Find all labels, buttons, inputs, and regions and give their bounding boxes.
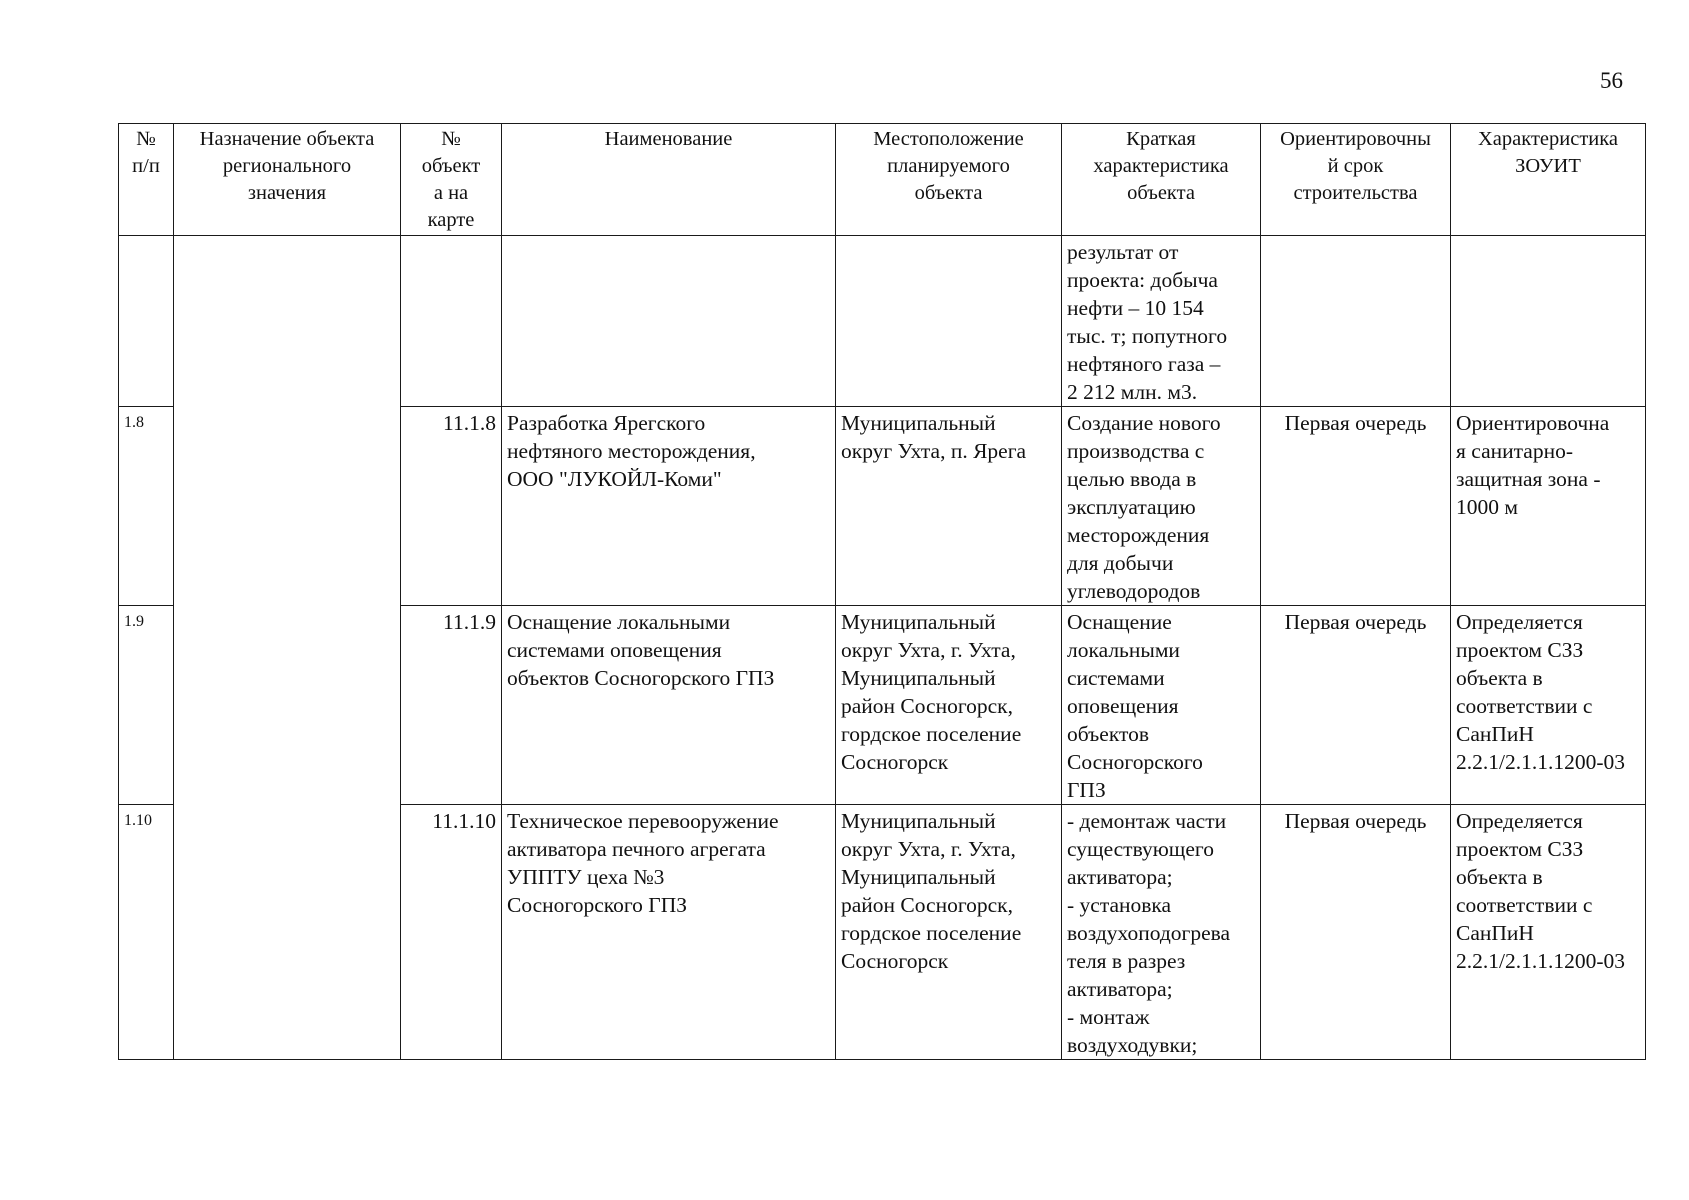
text-line: характеристика bbox=[1093, 155, 1229, 177]
object-name bbox=[502, 805, 836, 1060]
text-line: Определяется bbox=[1456, 809, 1583, 833]
object-location bbox=[836, 606, 1062, 805]
header-cell bbox=[836, 124, 1062, 236]
text-line: воздухоподогрева bbox=[1067, 921, 1231, 945]
map-id: 11.1.9 bbox=[401, 606, 502, 805]
text-line: для добычи bbox=[1067, 551, 1174, 575]
text-line: проектом СЗЗ bbox=[1456, 638, 1584, 662]
text-line: - демонтаж части bbox=[1067, 809, 1227, 833]
text-line: теля в разрез bbox=[1067, 949, 1186, 973]
text-line: Оснащение локальными bbox=[507, 610, 731, 634]
header-cell bbox=[1261, 124, 1451, 236]
text-line: нефтяного газа – bbox=[1067, 352, 1221, 376]
construction-term: Первая очередь bbox=[1261, 805, 1451, 1060]
text-line: й срок bbox=[1327, 155, 1384, 177]
text-line: строительства bbox=[1293, 182, 1418, 204]
text-line: эксплуатацию bbox=[1067, 495, 1196, 519]
header-cell bbox=[1062, 124, 1261, 236]
text-line: тыс. т; попутного bbox=[1067, 324, 1228, 348]
text-line: Муниципальный bbox=[841, 865, 996, 889]
text-line: Сосногорск bbox=[841, 750, 949, 774]
header-cell bbox=[174, 124, 401, 236]
text-line: активатора; bbox=[1067, 865, 1173, 889]
text-line: 1000 м bbox=[1456, 495, 1518, 519]
text-line: воздуходувки; bbox=[1067, 1033, 1198, 1057]
text-line: карте bbox=[427, 209, 475, 231]
text-line: ООО "ЛУКОЙЛ-Коми" bbox=[507, 467, 722, 491]
header-cell bbox=[1451, 124, 1646, 236]
object-name bbox=[502, 407, 836, 606]
text-line: проекта: добыча bbox=[1067, 268, 1218, 292]
table-row-continuation bbox=[119, 236, 1646, 407]
text-line: регионального bbox=[222, 155, 352, 177]
text-line: Сосногорского bbox=[1067, 750, 1203, 774]
table-cell bbox=[401, 236, 502, 407]
text-line: Характеристика bbox=[1478, 128, 1618, 150]
table-header-row bbox=[119, 124, 1646, 236]
text-line: Назначение объекта bbox=[199, 128, 375, 150]
text-line: СанПиН bbox=[1456, 921, 1534, 945]
map-id: 11.1.10 bbox=[401, 805, 502, 1060]
text-line: а на bbox=[433, 182, 469, 204]
text-line: Наименование bbox=[604, 128, 733, 150]
text-line: район Сосногорск, bbox=[841, 694, 1013, 718]
text-line: объектов bbox=[1067, 722, 1149, 746]
text-line: Разработка Ярегского bbox=[507, 411, 706, 435]
text-line: Ориентировочны bbox=[1280, 128, 1431, 150]
zouit-cell bbox=[1451, 407, 1646, 606]
purpose-cell bbox=[174, 236, 401, 1060]
text-line: нефти – 10 154 bbox=[1067, 296, 1204, 320]
header-cell bbox=[401, 124, 502, 236]
text-line: Техническое перевооружение bbox=[507, 809, 779, 833]
text-line: округ Ухта, г. Ухта, bbox=[841, 638, 1016, 662]
text-line: округ Ухта, г. Ухта, bbox=[841, 837, 1016, 861]
text-line: 2.2.1/2.1.1.1200-03 bbox=[1456, 750, 1626, 774]
text-line: гордское поселение bbox=[841, 921, 1022, 945]
text-line: 2.2.1/2.1.1.1200-03 bbox=[1456, 949, 1626, 973]
text-line: целью ввода в bbox=[1067, 467, 1197, 491]
characteristic-cell bbox=[1062, 407, 1261, 606]
text-line: Определяется bbox=[1456, 610, 1583, 634]
characteristic-cell bbox=[1062, 805, 1261, 1060]
text-line: Сосногорск bbox=[841, 949, 949, 973]
text-line: Создание нового bbox=[1067, 411, 1221, 435]
text-line: Муниципальный bbox=[841, 610, 996, 634]
header-cell bbox=[502, 124, 836, 236]
page-number: 56 bbox=[1600, 68, 1623, 93]
text-line: объект bbox=[421, 155, 481, 177]
text-line: активатора печного агрегата bbox=[507, 837, 766, 861]
object-location bbox=[836, 805, 1062, 1060]
text-line: № bbox=[136, 128, 156, 150]
text-line: соответствии с bbox=[1456, 893, 1593, 917]
text-line: объекта в bbox=[1456, 865, 1543, 889]
object-location bbox=[836, 407, 1062, 606]
text-line: - установка bbox=[1067, 893, 1172, 917]
zouit-cell bbox=[1451, 606, 1646, 805]
text-line: п/п bbox=[132, 155, 160, 177]
text-line: значения bbox=[247, 182, 327, 204]
text-line: защитная зона - bbox=[1456, 467, 1601, 491]
text-line: гордское поселение bbox=[841, 722, 1022, 746]
text-line: проектом СЗЗ bbox=[1456, 837, 1584, 861]
text-line: углеводородов bbox=[1067, 579, 1201, 603]
text-line: соответствии с bbox=[1456, 694, 1593, 718]
zouit-cell bbox=[1451, 805, 1646, 1060]
objects-table bbox=[118, 123, 1646, 1060]
map-id: 11.1.8 bbox=[401, 407, 502, 606]
text-line: УППТУ цеха №3 bbox=[507, 865, 665, 889]
text-line: объекта в bbox=[1456, 666, 1543, 690]
row-number: 1.10 bbox=[119, 805, 174, 1060]
table-cell bbox=[502, 236, 836, 407]
text-line: Муниципальный bbox=[841, 411, 996, 435]
text-line: объекта bbox=[914, 182, 983, 204]
table-cell bbox=[1451, 236, 1646, 407]
table-cell bbox=[1261, 236, 1451, 407]
row-number: 1.8 bbox=[119, 407, 174, 606]
text-line: 2 212 млн. м3. bbox=[1067, 380, 1198, 404]
text-line: округ Ухта, п. Ярега bbox=[841, 439, 1027, 463]
text-line: я санитарно- bbox=[1456, 439, 1573, 463]
text-line: Местоположение bbox=[873, 128, 1024, 150]
characteristic-cell bbox=[1062, 236, 1261, 407]
text-line: ГПЗ bbox=[1067, 778, 1106, 802]
text-line: системами оповещения bbox=[507, 638, 722, 662]
text-line: планируемого bbox=[887, 155, 1010, 177]
table-cell bbox=[119, 236, 174, 407]
text-line: производства с bbox=[1067, 439, 1205, 463]
header-cell bbox=[119, 124, 174, 236]
text-line: активатора; bbox=[1067, 977, 1173, 1001]
characteristic-cell bbox=[1062, 606, 1261, 805]
text-line: объекта bbox=[1127, 182, 1195, 204]
text-line: оповещения bbox=[1067, 694, 1179, 718]
text-line: Сосногорского ГПЗ bbox=[507, 893, 687, 917]
text-line: ЗОУИТ bbox=[1515, 155, 1581, 177]
text-line: системами bbox=[1067, 666, 1165, 690]
text-line: - монтаж bbox=[1067, 1005, 1150, 1029]
text-line: Краткая bbox=[1126, 128, 1196, 150]
construction-term: Первая очередь bbox=[1261, 407, 1451, 606]
object-name bbox=[502, 606, 836, 805]
text-line: СанПиН bbox=[1456, 722, 1534, 746]
text-line: нефтяного месторождения, bbox=[507, 439, 756, 463]
text-line: объектов Сосногорского ГПЗ bbox=[507, 666, 775, 690]
text-line: Муниципальный bbox=[841, 666, 996, 690]
text-line: результат от bbox=[1067, 240, 1179, 264]
text-line: месторождения bbox=[1067, 523, 1210, 547]
construction-term: Первая очередь bbox=[1261, 606, 1451, 805]
text-line: существующего bbox=[1067, 837, 1214, 861]
text-line: Оснащение bbox=[1067, 610, 1172, 634]
text-line: Ориентировочна bbox=[1456, 411, 1610, 435]
text-line: Муниципальный bbox=[841, 809, 996, 833]
text-line: № bbox=[441, 128, 461, 150]
table-cell bbox=[836, 236, 1062, 407]
text-line: район Сосногорск, bbox=[841, 893, 1013, 917]
row-number: 1.9 bbox=[119, 606, 174, 805]
text-line: локальными bbox=[1067, 638, 1180, 662]
